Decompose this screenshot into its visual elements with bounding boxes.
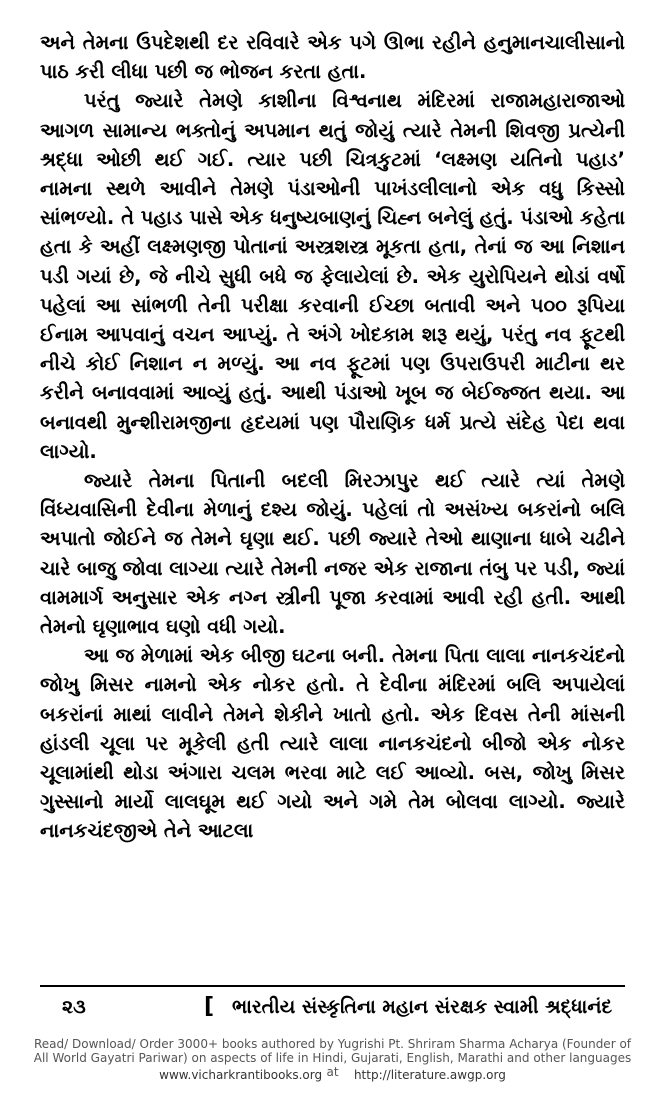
page-body <box>40 28 625 846</box>
paragraph-1: અને તેમના ઉપદેશથી દર રવિવારે એક પગે ઊભા રહીને હનુમાનચાલીસાનો પાઠ કરી લીધા પછી જ ભોજન કરતા હતા. <box>40 31 625 84</box>
book-title: ભારતીય સંસ્કૃતિના મહાન સંરક્ષક સ્વામી શ્રદ્ધાનંદ <box>232 996 613 1018</box>
literature-awgp-link[interactable]: http://literature.awgp.org <box>353 1068 506 1082</box>
paragraph-2: પરંતુ જ્યારે તેમણે કાશીના વિશ્વનાથ મંદિરમાં રાજામહારાજાઓ આગળ સામાન્ય ભક્તોનું અપમાન થતું જોયું ત્યારે તેમની શિવજી પ્રત્યેની શ્રદ્ધા ઓછી થઈ ગઈ. ત્યાર પછી ચિત્રકુટમાં ‘લક્ષ્મણ યતિનો પહાડ’ નામના સ્થળે આવીને તેમણે પંડાઓની પાખંડલીલાનો એક વધુ કિસ્સો સાંભળ્યો. તે પહાડ પાસે એક ધનુષ્યબાણનું ચિહ્ન બનેલું હતું. પંડાઓ કહેતા હતા કે અહીં લક્ષ્મણજી પોતાનાં અસ્ત્રશસ્ત્ર મૂકતા હતા, તેનાં જ આ નિશાન પડી ગયાં છે, જે નીચે સુધી બધે જ ફેલાયેલાં છે. એક યુરોપિયને થોડાં વર્ષો પહેલાં આ સાંભળી તેની પરીક્ષા કરવાની ઈચ્છા બતાવી અને ૫૦૦ રૂપિયા ઈનામ આપવાનું વચન આપ્યું. તે અંગે ખોદકામ શરૂ થયું, પરંતુ નવ ફૂટથી નીચે કોઈ નિશાન ન મળ્યું. આ નવ ફૂટમાં પણ ઉપરાઉપરી માટીના થર કરીને બનાવવામાં આવ્યું હતું. આથી પંડાઓ ખૂબ જ બેઈજ્જત થયા. આ બનાવથી મુન્શીરામજીના હૃદયમાં પણ પૌરાણિક ધર્મ પ્રત્યે સંદેહ પેદા થવા લાગ્યો. <box>40 89 625 463</box>
paragraph-4: આ જ મેળામાં એક બીજી ઘટના બની. તેમના પિતા લાલા નાનકચંદનો જોખુ મિસર નામનો એક નોકર હતો. તે દેવીના મંદિરમાં બલિ અપાયેલાં બકરાંનાં માથાં લાવીને તેમને શેકીને ખાતો હતો. એક દિવસ તેની માંસની હાંડલી ચૂલા પર મૂકેલી હતી ત્યારે લાલા નાનકચંદનો બીજો એક નોકર ચૂલામાંથી થોડા અંગારા ચલમ ભરવા માટે લઈ આવ્યો. બસ, જોખુ મિસર ગુસ્સાનો માર્યો લાલઘૂમ થઈ ગયો અને ગમે તેમ બોલવા લાગ્યો. જ્યારે નાનકચંદજીએ તેને આટલા <box>40 644 625 843</box>
download-notice: Read/ Download/ Order 3000+ books authored by Yugrishi Pt. Shriram Sharma Acharya (Founder of All World Gayatri Pariwar) on aspects of life in Hindi, Gujarati, English, Marathi and other languages at <box>33 1037 632 1079</box>
vicharkranti-link[interactable]: www.vicharkrantibooks.org <box>159 1068 323 1082</box>
footer-bracket: [ <box>204 994 215 1019</box>
website-links <box>30 1068 635 1082</box>
footer-divider <box>40 985 625 987</box>
paragraph-3: જ્યારે તેમના પિતાની બદલી મિરઝાપુર થઈ ત્યારે ત્યાં તેમણે વિંધ્યવાસિની દેવીના મેળાનું દશ્ય જોયું. પહેલાં તો અસંખ્ય બકરાંનો બલિ અપાતો જોઈને જ તેમને ઘૃણા થઈ. પછી જ્યારે તેઓ થાણાના ધાબે ચઢીને ચારે બાજુ જોવા લાગ્યા ત્યારે તેમની નજર એક રાજાના તંબુ પર પડી, જ્યાં વામમાર્ગ અનુસાર એક નગ્ન સ્ત્રીની પૂજા કરવામાં આવી રહી હતી. આથી તેમનો ઘૃણાભાવ ઘણો વધી ગયો. <box>40 469 625 639</box>
page-footer <box>40 996 625 1026</box>
page-number: ૨૩ <box>62 996 86 1018</box>
